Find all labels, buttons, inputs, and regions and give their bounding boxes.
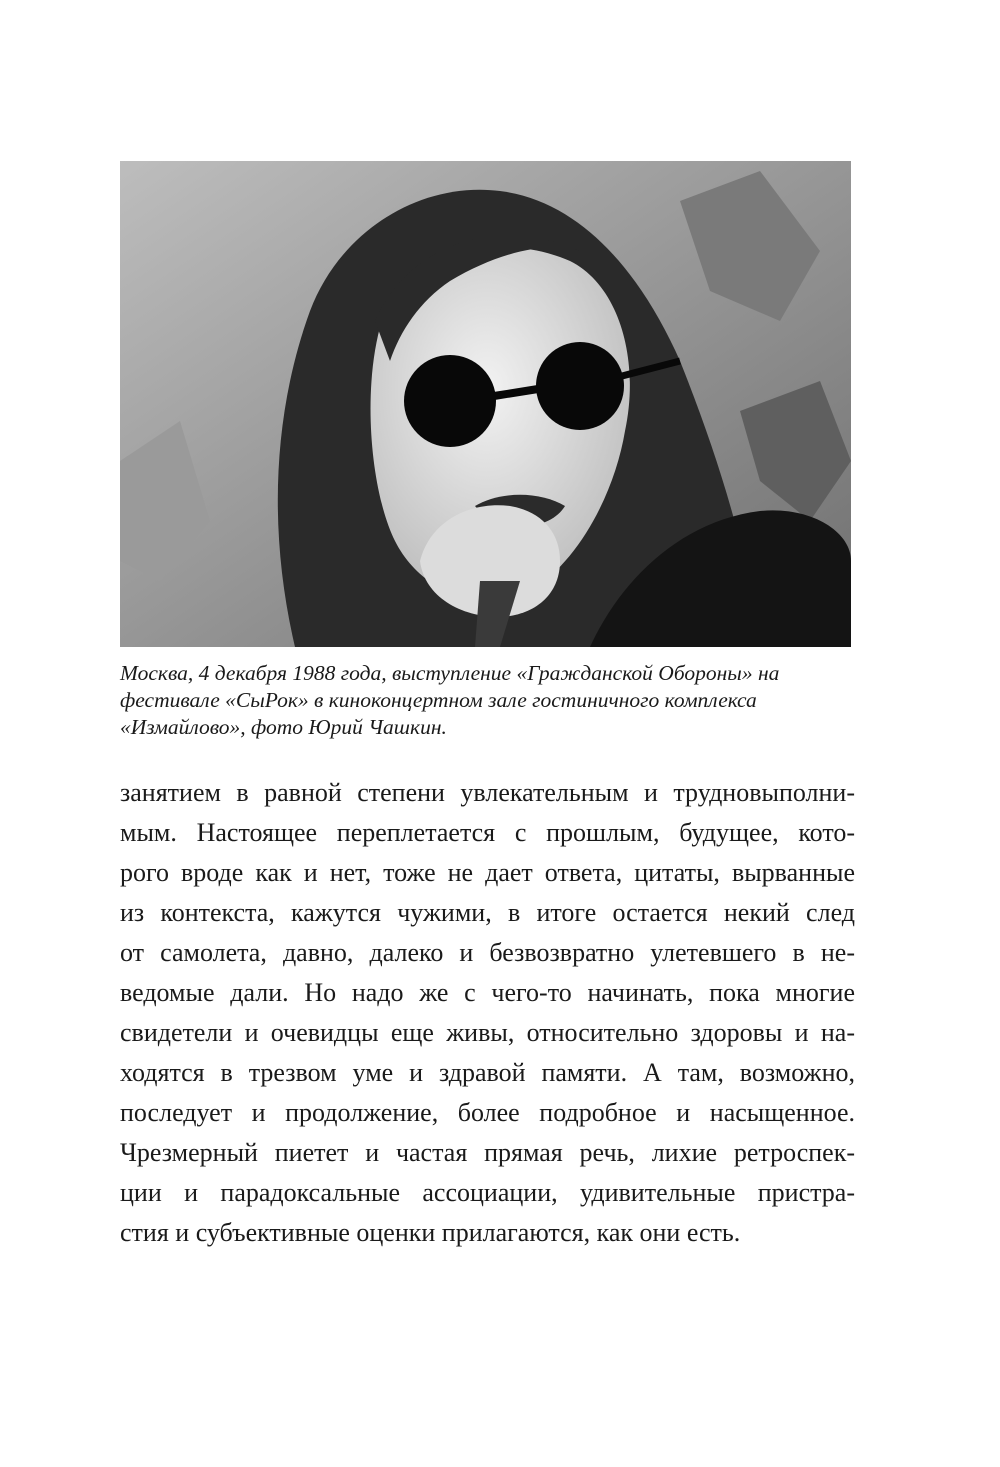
sunglasses-right-lens bbox=[536, 342, 624, 430]
body-line: Чрезмерный пиетет и частая прямая речь, лихие ретроспек- bbox=[120, 1138, 855, 1167]
caption-line: «Измайлово», фото Юрий Чашкин. bbox=[120, 715, 447, 739]
body-line: рого вроде как и нет, тоже не дает ответа, цитаты, вырванные bbox=[120, 858, 855, 887]
body-line: от самолета, давно, далеко и безвозвратно улетевшего в не- bbox=[120, 938, 855, 967]
concert-photo bbox=[120, 161, 851, 647]
body-line: стия и субъективные оценки прилагаются, как они есть. bbox=[120, 1218, 741, 1247]
body-line: ходятся в трезвом уме и здравой памяти. А там, возможно, bbox=[120, 1058, 855, 1087]
body-line: из контекста, кажутся чужими, в итоге остается некий след bbox=[120, 898, 855, 927]
body-line: последует и продолжение, более подробное и насыщенное. bbox=[120, 1098, 855, 1127]
body-line: мым. Настоящее переплетается с прошлым, будущее, кото- bbox=[120, 818, 855, 847]
photo-caption bbox=[120, 660, 855, 741]
body-paragraph bbox=[120, 773, 855, 1253]
caption-line: Москва, 4 декабря 1988 года, выступление «Гражданской Обороны» на bbox=[120, 661, 780, 685]
concert-photo-illustration bbox=[120, 161, 851, 647]
body-line: ведомые дали. Но надо же с чего-то начинать, пока многие bbox=[120, 978, 855, 1007]
caption-line: фестивале «СыРок» в киноконцертном зале гостиничного комплекса bbox=[120, 688, 757, 712]
body-line: свидетели и очевидцы еще живы, относительно здоровы и на- bbox=[120, 1018, 855, 1047]
sunglasses-left-lens bbox=[404, 355, 496, 447]
body-line: ции и парадоксальные ассоциации, удивительные пристра- bbox=[120, 1178, 855, 1207]
body-line: занятием в равной степени увлекательным и трудновыполни- bbox=[120, 778, 855, 807]
